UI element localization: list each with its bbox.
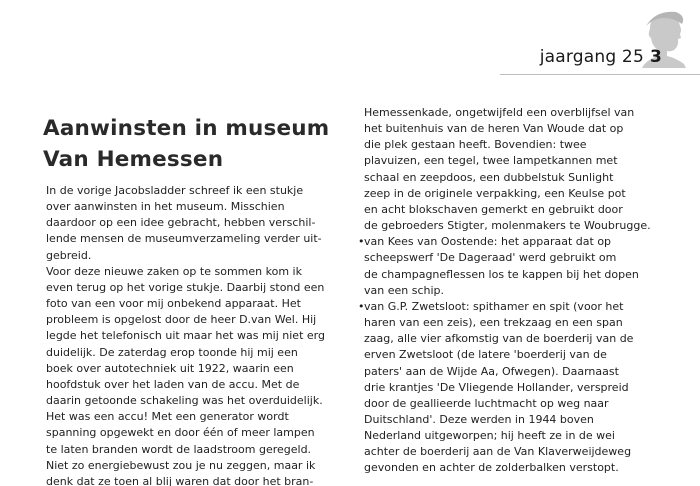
body-text-line: Voor deze nieuwe zaken op te sommen kom ik: [46, 264, 302, 278]
line-text: Duitschland'. Deze werden in 1944 boven: [364, 412, 594, 426]
body-text-line: [364, 283, 694, 299]
body-text-line: spanning opgewekt en door één of meer lampen: [46, 426, 315, 440]
bullet-icon: •: [358, 235, 365, 249]
line-text: Hemessenkade, ongetwijfeld een overblijfsel van: [364, 106, 635, 119]
body-text-line: denk dat ze toen al blij waren dat door het bran-: [46, 474, 314, 486]
body-text-line: [364, 364, 694, 380]
line-text: gevonden en achter de zolderbalken verstopt.: [364, 461, 619, 475]
body-text-line: foto van een voor mij onbekend apparaat. Het: [46, 297, 301, 311]
body-text-line: [364, 170, 694, 186]
volume-label: jaargang 25: [539, 47, 644, 67]
body-text-line: Niet zo energiebewust zou je nu zeggen, maar ik: [46, 458, 316, 472]
body-text-line: [364, 153, 694, 169]
line-text: schaal en zeepdoos, een dubbelstuk Sunlight: [364, 170, 614, 184]
body-text-line: daarin getoonde schakeling was het overduidelijk.: [46, 394, 323, 408]
body-text-line: [364, 444, 694, 460]
body-text-line: over aanwinsten in het museum. Misschien: [46, 200, 285, 214]
body-text-line: [364, 380, 694, 396]
line-text: van Kees van Oostende: het apparaat dat op: [364, 235, 612, 249]
list-item-line: [358, 299, 694, 315]
line-text: het buitenhuis van de heren Van Woude dat op: [364, 122, 624, 136]
body-text-line: [364, 137, 694, 153]
right-column: [358, 105, 694, 477]
header-rule: [500, 74, 700, 75]
body-text-line: even terug op het vorige stukje. Daarbij stond een: [46, 280, 325, 294]
body-text-line: [364, 202, 694, 218]
body-text-line: [364, 347, 694, 363]
line-text: achter de boerderij aan de Van Klaverweijdeweg: [364, 445, 632, 459]
body-text-line: [364, 186, 694, 202]
line-text: scheepswerf 'De Dageraad' werd gebruikt om: [364, 251, 617, 265]
title-line: Van Hemessen: [43, 147, 224, 172]
line-text: de champagneflessen los te kappen bij het dopen: [364, 267, 639, 281]
line-text: drie krantjes 'De Vliegende Hollander, verspreid: [364, 380, 629, 394]
title-line: Aanwinsten in museum: [43, 116, 330, 141]
body-text-line: [364, 396, 694, 412]
body-text-line: [364, 331, 694, 347]
body-text-line: [364, 267, 694, 283]
body-text-line: duidelijk. De zaterdag erop toonde hij mij een: [46, 345, 298, 359]
body-text-line: [364, 250, 694, 266]
line-text: plavuizen, een tegel, twee lampetkannen met: [364, 154, 618, 168]
line-text: de gebroeders Stigter, molenmakers te Woubrugge.: [364, 219, 651, 233]
list-item-line: [358, 234, 694, 250]
line-text: paters' aan de Wijde Aa, Ofwegen). Daarnaast: [364, 364, 619, 378]
body-text-line: te laten branden wordt de laadstroom geregeld.: [46, 442, 312, 456]
line-text: zaag, alle vier afkomstig van de boerderij van de: [364, 332, 634, 346]
line-text: en acht blokschaven gemerkt en gebruikt door: [364, 202, 623, 216]
body-text-line: hoofdstuk over het laden van de accu. Met de: [46, 377, 300, 391]
left-column: [46, 183, 336, 486]
body-text-line: [364, 412, 694, 428]
body-text-line: Het was een accu! Met een generator wordt: [46, 410, 289, 424]
body-text-line: In de vorige Jacobsladder schreef ik een stukje: [46, 184, 304, 197]
page-number: 3: [649, 47, 662, 67]
line-text: van een schip.: [364, 283, 445, 297]
line-text: door de geallieerde luchtmacht op weg naar: [364, 396, 609, 410]
body-text-line: probleem is opgelost door de heer D.van Wel. Hij: [46, 313, 317, 327]
page-header: [540, 47, 662, 67]
body-text-line: [364, 218, 694, 234]
body-text-line: [364, 460, 694, 476]
article-title: [43, 113, 343, 175]
body-text-line: boek over autotechniek uit 1922, waarin een: [46, 361, 294, 375]
line-text: zeep in de originele verpakking, een Keulse pot: [364, 186, 626, 200]
body-text-line: [364, 121, 694, 137]
body-text-line: legde het telefonisch uit maar het was mij niet erg: [46, 329, 325, 343]
line-text: erven Zwetsloot (de latere 'boerderij van de: [364, 348, 607, 362]
bullet-icon: •: [358, 299, 365, 313]
line-text: die plek gestaan heeft. Bovendien: twee: [364, 138, 587, 152]
line-text: van G.P. Zwetsloot: spithamer en spit (voor het: [364, 299, 624, 313]
body-text-line: gebreid.: [46, 248, 92, 262]
body-text-line: [364, 315, 694, 331]
body-text-line: daardoor op een idee gebracht, hebben verschil-: [46, 216, 316, 230]
body-text-line: lende mensen de museumverzameling verder uit-: [46, 232, 322, 246]
body-text-line: [364, 105, 694, 121]
body-text-line: [364, 428, 694, 444]
line-text: Nederland uitgeworpen; hij heeft ze in de wei: [364, 429, 615, 443]
line-text: haren van een zeis), een trekzaag en een span: [364, 316, 623, 330]
